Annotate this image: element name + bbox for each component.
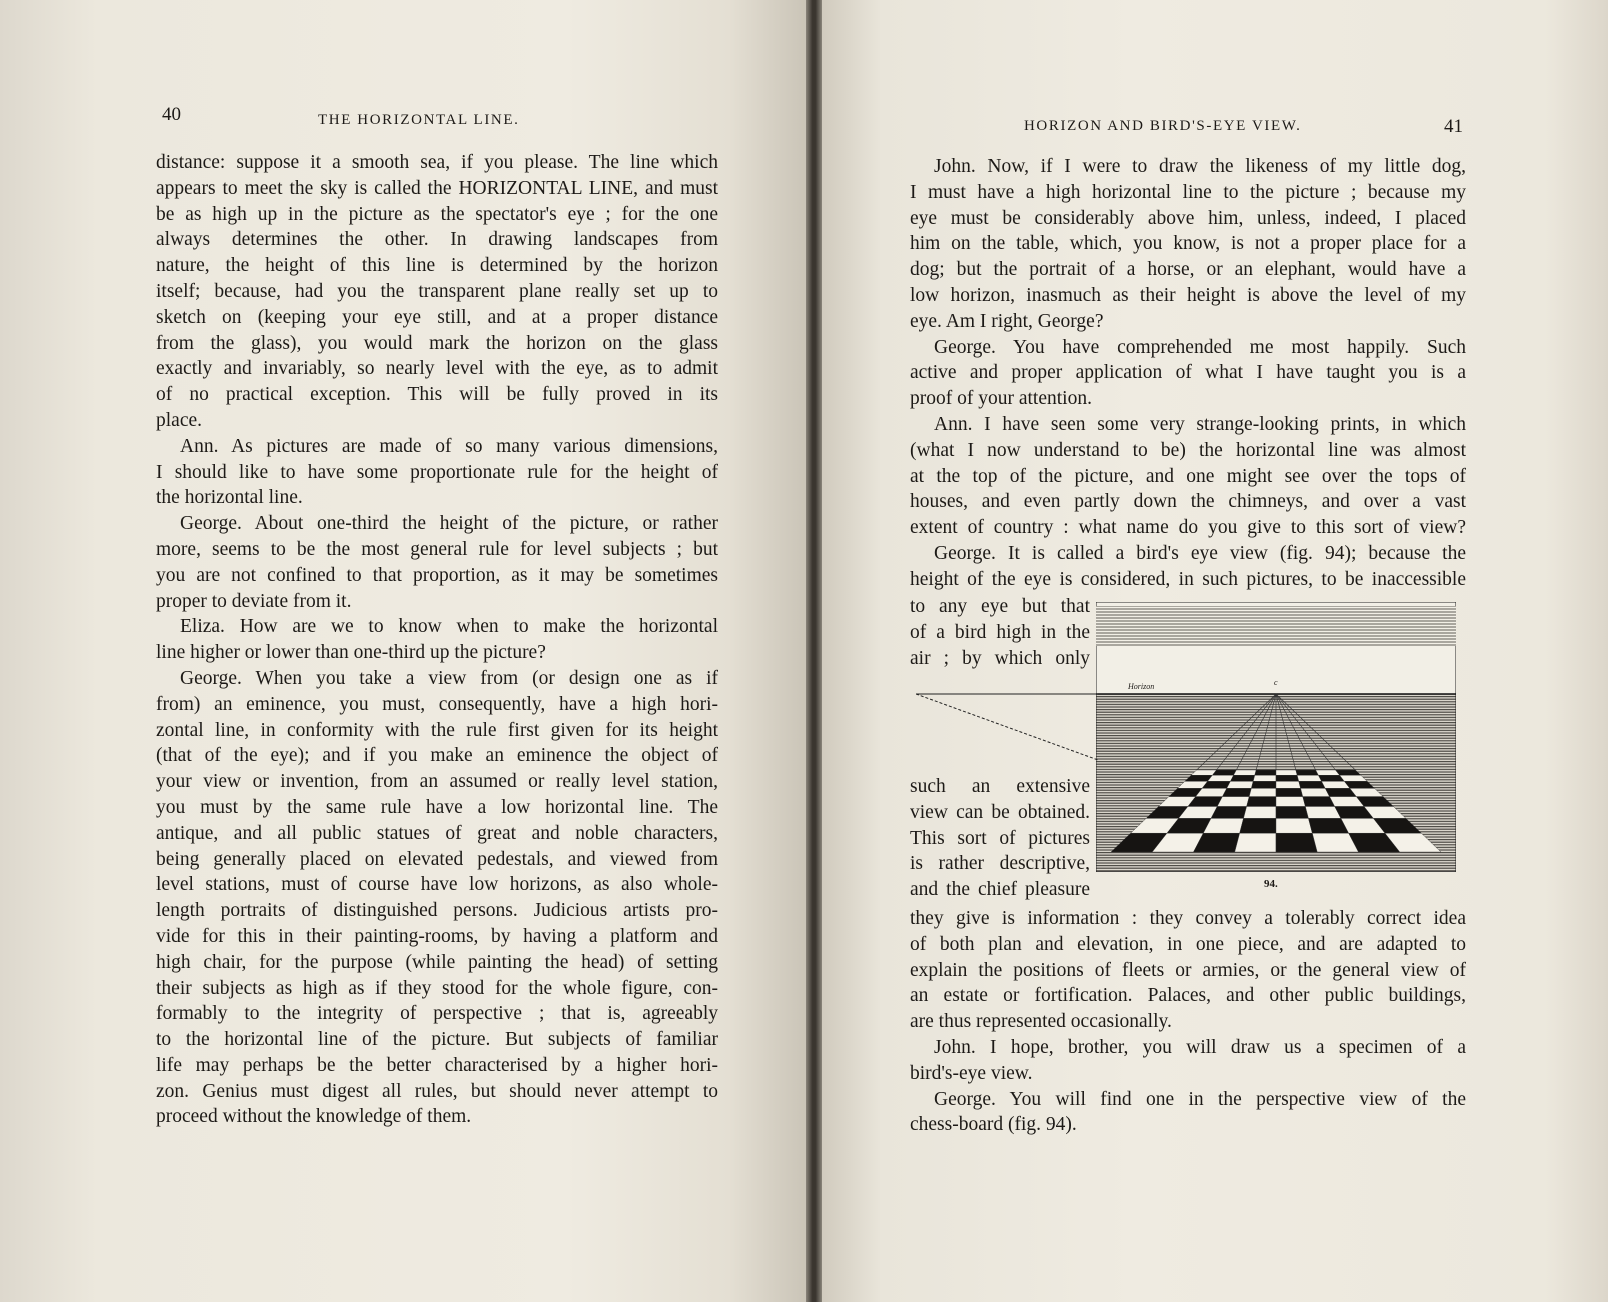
chessboard-square — [1253, 775, 1276, 781]
chessboard-square — [1240, 818, 1276, 833]
vanishing-point-label: c — [1274, 678, 1278, 687]
text-line: life may perhaps be the better characterised by a higher hori- — [156, 1054, 718, 1076]
text-line: proof of your attention. — [910, 388, 1092, 410]
text-line: eye must be considerably above him, unless, indeed, I placed — [910, 207, 1466, 229]
chessboard-square — [1276, 781, 1301, 788]
chessboard-square — [1276, 797, 1305, 807]
chessboard-square — [1222, 788, 1251, 796]
sky-hatching — [1096, 606, 1456, 646]
text-line: extent of country : what name do you give to this sort of view? — [910, 517, 1466, 539]
text-line: appears to meet the sky is called the HORIZONTAL LINE, and must — [156, 177, 718, 199]
left-page-text — [156, 150, 718, 1130]
text-line: you are not confined to that proportion, as it may be sometimes — [156, 564, 718, 586]
text-line: being generally placed on elevated pedestals, and viewed from — [156, 848, 718, 870]
text-line: from) an eminence, you must, consequently, have a high hori- — [156, 693, 718, 715]
text-line: vide for this in their painting-rooms, by having a platform and — [156, 925, 718, 947]
chessboard-square — [1249, 788, 1276, 796]
text-line: and the chief pleasure — [910, 879, 1090, 901]
text-line: nature, the height of this line is determined by the horizon — [156, 255, 718, 277]
text-line: proceed without the knowledge of them. — [156, 1106, 472, 1128]
text-line: (that of the eye); and if you make an eminence the object of — [156, 745, 718, 767]
text-line: eye. Am I right, George? — [910, 310, 1104, 332]
chessboard-square — [1211, 806, 1247, 818]
text-line: dog; but the portrait of a horse, or an elephant, would have a — [910, 259, 1466, 281]
chessboard-square — [1212, 770, 1236, 775]
text-line: George. When you take a view from (or design one as if — [180, 667, 718, 689]
sight-lines — [916, 690, 1098, 770]
text-line: height of the eye is considered, in such pictures, to be inaccessible — [910, 568, 1466, 590]
text-line: level stations, must of course have low horizons, as also whole- — [156, 874, 718, 896]
text-line: more, seems to be the most general rule for level subjects ; but — [156, 538, 718, 560]
horizon-label: Horizon — [1128, 682, 1155, 691]
text-line: at the top of the picture, and one might see over the tops of — [910, 465, 1466, 487]
chessboard-square — [1276, 770, 1297, 775]
text-line: sketch on (keeping your eye still, and at a proper distance — [156, 306, 718, 328]
text-line: zontal line, in conformity with the rule first given for its height — [156, 719, 718, 741]
text-beside-figure-top — [910, 594, 1090, 671]
chessboard-square — [1208, 775, 1234, 781]
text-line: explain the positions of fleets or armies, or the general view of — [910, 959, 1466, 981]
text-line: active and proper application of what I have taught you is a — [910, 362, 1466, 384]
text-line: line higher or lower than one-third up the picture? — [156, 642, 546, 664]
chessboard-square — [1276, 788, 1303, 796]
chessboard-square — [1235, 833, 1276, 852]
text-line: distance: suppose it a smooth sea, if you please. The line which — [156, 152, 718, 173]
text-line: This sort of pictures — [910, 827, 1090, 849]
text-line: zon. Genius must digest all rules, but should never attempt to — [156, 1080, 718, 1102]
chessboard-square — [1276, 806, 1308, 818]
text-line: John. Now, if I were to draw the likeness of my little dog, — [934, 156, 1466, 177]
running-head-right: HORIZON AND BIRD'S-EYE VIEW. — [1024, 118, 1302, 134]
text-line: George. About one-third the height of the picture, or rather — [180, 513, 718, 535]
text-line: view can be obtained. — [910, 801, 1090, 823]
text-line: of both plan and elevation, in one piece, and are adapted to — [910, 933, 1466, 955]
chessboard-square — [1297, 775, 1321, 781]
text-line: are thus represented occasionally. — [910, 1011, 1172, 1033]
running-head-left: THE HORIZONTAL LINE. — [318, 112, 520, 128]
chessboard-square — [1227, 781, 1253, 788]
chessboard-square — [1217, 797, 1249, 807]
text-line: air ; by which only — [910, 647, 1090, 669]
text-line: itself; because, had you the transparent plane really set up to — [156, 280, 718, 302]
chessboard-square — [1247, 797, 1276, 807]
text-line: such an extensive — [910, 776, 1090, 797]
text-line: (what I now understand to be) the horizontal line was almost — [910, 439, 1466, 461]
text-line: length portraits of distinguished persons. Judicious artists pro- — [156, 900, 718, 922]
text-line: high chair, for the purpose (while painting the head) of setting — [156, 951, 718, 973]
text-line: they give is information : they convey a tolerably correct idea — [910, 908, 1466, 929]
text-line: low horizon, inasmuch as their height is above the level of my — [910, 284, 1466, 306]
chessboard-square — [1276, 775, 1299, 781]
chessboard-square — [1234, 770, 1257, 775]
page-number-left: 40 — [162, 104, 181, 125]
text-beside-figure-bottom — [910, 774, 1090, 903]
text-line: George. It is called a bird's eye view (fig. 94); because the — [934, 542, 1466, 564]
text-line: to any eye but that — [910, 596, 1090, 617]
chessboard-square — [1230, 775, 1254, 781]
text-line: be as high up in the picture as the spectator's eye ; for the one — [156, 203, 718, 225]
right-page-text-top — [910, 154, 1466, 593]
text-line: of a bird high in the — [910, 621, 1090, 643]
text-line: you must by the same rule have a low horizontal line. The — [156, 796, 718, 818]
text-line: formably to the integrity of perspective ; that is, agreeably — [156, 1003, 718, 1025]
chessboard-square — [1303, 797, 1335, 807]
text-line: of no practical exception. This will be fully proved in its — [156, 384, 718, 406]
text-line: houses, and even partly down the chimneys, and over a vast — [910, 491, 1466, 513]
eye-sight-line — [916, 694, 1098, 760]
chessboard-square — [1299, 781, 1325, 788]
text-line: an estate or fortification. Palaces, and other public buildings, — [910, 985, 1466, 1007]
text-line: to the horizontal line of the picture. But subjects of familiar — [156, 1029, 718, 1051]
text-line: proper to deviate from it. — [156, 590, 352, 612]
text-line: Eliza. How are we to know when to make the horizontal — [180, 616, 718, 638]
page-number-right: 41 — [1444, 116, 1463, 137]
book-gutter — [806, 0, 822, 1302]
text-line: the horizontal line. — [156, 487, 303, 509]
text-line: bird's-eye view. — [910, 1062, 1033, 1084]
text-line: their subjects as high as if they stood for the whole figure, con- — [156, 977, 718, 999]
chessboard-square — [1276, 833, 1317, 852]
text-line: always determines the other. In drawing landscapes from — [156, 229, 718, 251]
text-line: Ann. I have seen some very strange-looking prints, in which — [934, 413, 1466, 435]
chessboard-square — [1255, 770, 1276, 775]
chessboard-square — [1244, 806, 1276, 818]
text-line: from the glass), you would mark the horizon on the glass — [156, 332, 718, 354]
chessboard-figure — [1096, 602, 1456, 872]
text-line: antique, and all public statues of great and noble characters, — [156, 822, 718, 844]
text-line: I should like to have some proportionate rule for the height of — [156, 461, 718, 483]
chessboard-square — [1251, 781, 1276, 788]
right-page-text-bottom — [910, 906, 1466, 1138]
text-line: chess-board (fig. 94). — [910, 1114, 1077, 1136]
text-line: George. You have comprehended me most happily. Such — [934, 336, 1466, 358]
text-line: your view or invention, from an assumed or really level station, — [156, 771, 718, 793]
text-line: John. I hope, brother, you will draw us a specimen of a — [934, 1036, 1466, 1058]
text-line: him on the table, which, you know, is not a proper place for a — [910, 233, 1466, 255]
text-line: George. You will find one in the perspective view of the — [934, 1088, 1466, 1110]
chessboard-square — [1296, 770, 1319, 775]
chessboard-square — [1301, 788, 1330, 796]
text-line: is rather descriptive, — [910, 853, 1090, 875]
text-line: place. — [156, 409, 203, 431]
chessboard-square — [1276, 818, 1312, 833]
figure-caption: 94. — [1264, 878, 1278, 890]
text-line: I must have a high horizontal line to the picture ; because my — [910, 181, 1466, 203]
text-line: exactly and invariably, so nearly level with the eye, as to admit — [156, 358, 718, 380]
text-line: Ann. As pictures are made of so many various dimensions, — [180, 435, 718, 457]
